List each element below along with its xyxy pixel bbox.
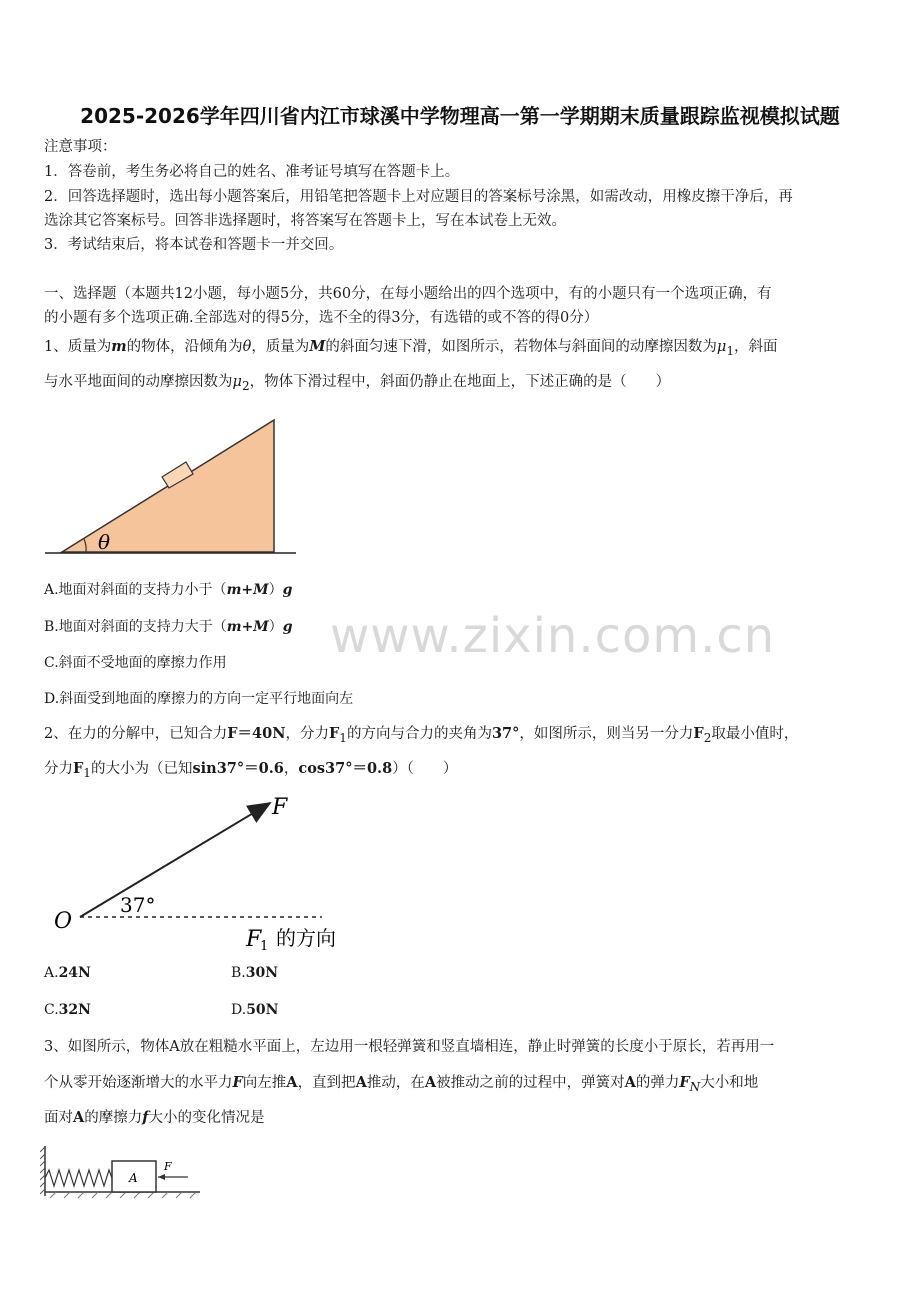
notice-item-2: 2．回答选择题时，选出每小题答案后，用铅笔把答题卡上对应题目的答案标号涂黑，如需改动，用橡皮擦干净后，再 <box>44 189 793 205</box>
section-heading-line-1: 一、选择题（本题共12小题，每小题5分，共60分，在每小题给出的四个选项中，有的小题只有一个选项正确，有 <box>44 286 772 302</box>
force-f-label: F <box>164 1160 172 1173</box>
question-2-line-1: 2、在力的分解中，已知合力F＝40N，分力$F_1$的方向与合力的夹角为37°，如图所示，则当另一分力$F_2$取最小值时， <box>44 725 799 745</box>
question-3-line-1: 3、如图所示，物体A放在粗糙水平面上，左边用一根轻弹簧和竖直墙相连，静止时弹簧的长度小于原长，若再用一 <box>44 1039 775 1055</box>
q2-option-a[interactable]: A.24N <box>44 965 91 981</box>
q2-option-c[interactable]: C.32N <box>44 1002 91 1018</box>
force-decomposition-figure <box>50 790 370 955</box>
q2-option-b[interactable]: B.30N <box>231 965 279 981</box>
notice-item-3: 3．考试结束后，将本试卷和答题卡一并交回。 <box>44 237 344 253</box>
spring <box>45 1170 112 1186</box>
question-1-line-2: 与水平地面间的动摩擦因数为$\mu_2$，物体下滑过程中，斜面仍静止在地面上，下述正确的是（ ） <box>44 374 671 393</box>
question-3-line-3: 面对A的摩擦力f大小的变化情况是 <box>44 1109 265 1126</box>
section-heading-line-2: 的小题有多个选项正确.全部选对的得5分，选不全的得3分，有选错的或不答的得0分） <box>44 310 599 326</box>
question-2-line-2: 分力$F_1$的大小为（已知sin37°＝0.6，cos37°＝0.8）（ ） <box>44 760 458 780</box>
notice-item-2-cont: 选涂其它答案标号。回答非选择题时，将答案写在答题卡上，写在本试卷上无效。 <box>44 213 566 229</box>
page-title: 2025-2026学年四川省内江市球溪中学物理高一第一学期期末质量跟踪监视模拟试题 <box>80 104 840 128</box>
f1-label: F <box>246 927 262 952</box>
q2-option-d[interactable]: D.50N <box>231 1002 279 1018</box>
force-f-arrow <box>80 803 270 917</box>
q1-option-c[interactable]: C.斜面不受地面的摩擦力作用 <box>44 655 227 671</box>
angle-37-label: 37° <box>120 893 156 917</box>
q1-option-b[interactable]: B.地面对斜面的支持力大于（m+M）g <box>44 619 293 635</box>
question-3-line-2: 个从零开始逐渐增大的水平力F向左推A，直到把A推动，在A被推动之前的过程中，弹簧对A的弹力$F_N$大小和地 <box>44 1074 759 1094</box>
notice-heading: 注意事项： <box>44 139 117 155</box>
origin-o-label: O <box>54 909 73 934</box>
block-a-label: A <box>129 1171 138 1185</box>
f1-direction-text: 的方向 <box>276 926 336 950</box>
f1-subscript: 1 <box>260 939 269 954</box>
force-f-label: F <box>272 795 288 820</box>
question-1-line-1: 1、质量为m的物体，沿倾角为θ，质量为M的斜面匀速下滑，如图所示，若物体与斜面间的动摩擦因数为$\mu_1$，斜面 <box>44 338 778 358</box>
incline-figure <box>40 415 300 560</box>
q1-option-a[interactable]: A.地面对斜面的支持力小于（m+M）g <box>44 582 293 598</box>
q1-option-d[interactable]: D.斜面受到地面的摩擦力的方向一定平行地面向左 <box>44 691 354 707</box>
notice-item-1: 1．答卷前，考生务必将自己的姓名、准考证号填写在答题卡上。 <box>44 164 460 180</box>
theta-label: θ <box>98 530 111 554</box>
watermark: www.zixin.com.cn <box>330 608 776 664</box>
spring-block-figure <box>40 1142 205 1200</box>
